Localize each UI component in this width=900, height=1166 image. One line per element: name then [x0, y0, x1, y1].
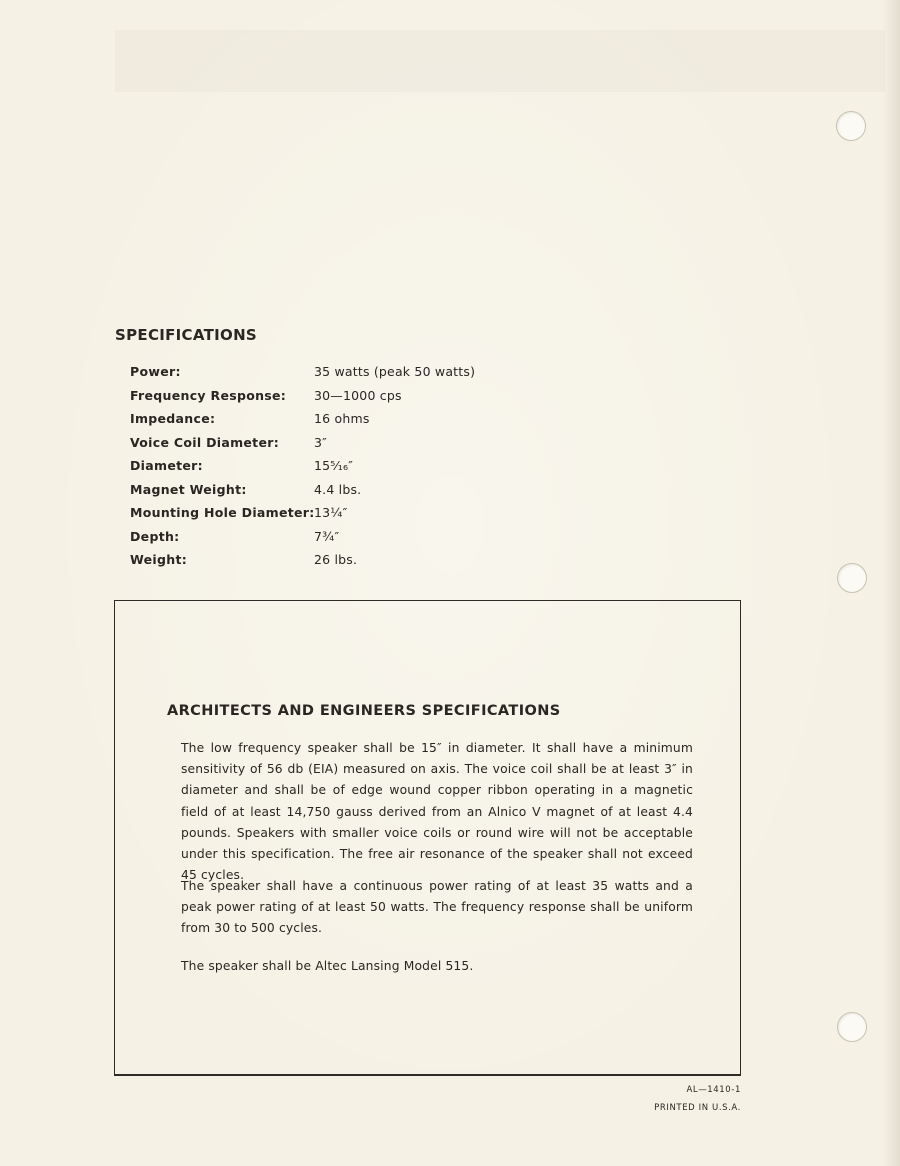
spec-label: Depth: [130, 528, 180, 544]
spec-value: 16 ohms [314, 411, 370, 426]
spec-label: Magnet Weight: [130, 481, 247, 497]
punch-hole-top [836, 111, 866, 141]
ae-specifications-heading: ARCHITECTS AND ENGINEERS SPECIFICATIONS [167, 703, 561, 719]
document-code: AL—1410-1 [686, 1085, 741, 1095]
spec-value: 35 watts (peak 50 watts) [314, 364, 476, 379]
spec-value: 15⁵⁄₁₆″ [314, 458, 354, 473]
spec-value: 4.4 lbs. [314, 481, 362, 497]
spec-label: Weight: [130, 552, 188, 567]
spec-value: 7¾″ [314, 528, 340, 544]
punch-hole-bottom [837, 1012, 867, 1042]
architects-engineers-box [114, 600, 741, 1076]
page-edge-shadow [882, 0, 900, 1166]
specifications-heading: SPECIFICATIONS [115, 326, 258, 344]
spec-label: Impedance: [130, 411, 216, 426]
ae-paragraph: The speaker shall be Altec Lansing Model 515. [181, 959, 474, 973]
punch-hole-middle [837, 563, 867, 593]
ae-paragraph: The low frequency speaker shall be 15″ in diameter. It shall have a minimum sensitivity of 56 db (EIA) measured on axis. The voice coil shall be at least 3″ in diameter and shall be of edge wound copper ribbon operating in a magnetic field of at least 14,750 gauss derived from an Alnico V magnet of at least 4.4 pounds. Speakers with smaller voice coils or round wire will not be acceptable under this specification. The free air resonance of the speaker shall not exceed 45 cycles. [181, 741, 693, 883]
spec-value: 13¼″ [314, 505, 348, 520]
spec-label: Power: [130, 364, 181, 379]
printed-in-label: PRINTED IN U.S.A. [654, 1103, 741, 1113]
spec-label: Frequency Response: [130, 387, 287, 403]
spec-value: 3″ [314, 434, 328, 450]
ae-paragraph: The speaker shall have a continuous power rating of at least 35 watts and a peak power rating of at least 50 watts. The frequency response shall be uniform from 30 to 500 cycles. [181, 879, 693, 936]
spec-label: Voice Coil Diameter: [130, 434, 279, 450]
bleed-through-header [115, 30, 885, 92]
spec-label: Diameter: [130, 458, 203, 473]
spec-value: 26 lbs. [314, 552, 358, 567]
spec-value: 30—1000 cps [314, 387, 402, 403]
spec-label: Mounting Hole Diameter: [130, 505, 315, 520]
